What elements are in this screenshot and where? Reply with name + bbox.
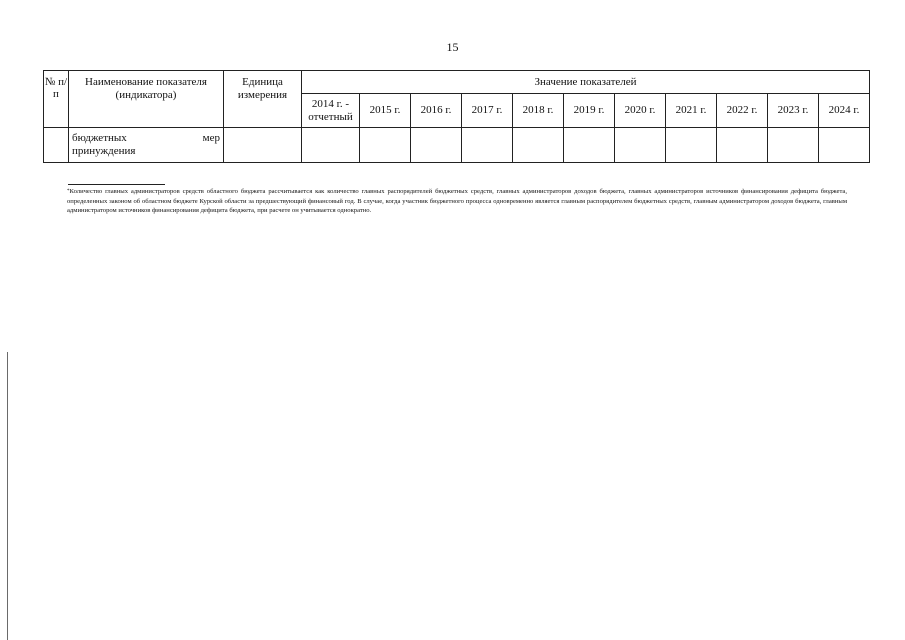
row-value-cell: [564, 128, 615, 163]
row-name-cell: [69, 128, 224, 163]
footnote: [67, 187, 847, 216]
scan-edge-line: [7, 352, 8, 640]
header-name: Наименование показателя (индикатора): [69, 71, 224, 128]
row-value-cell: [768, 128, 819, 163]
page-number: 15: [446, 40, 459, 54]
table-row: [44, 128, 870, 163]
header-year: 2022 г.: [717, 94, 768, 128]
header-year: 2015 г.: [360, 94, 411, 128]
row-value-cell: [666, 128, 717, 163]
row-value-cell: [411, 128, 462, 163]
row-num-cell: [44, 128, 69, 163]
footnote-marker: *: [67, 189, 70, 194]
header-num: № п/п: [44, 71, 69, 128]
row-name-line1: [72, 132, 220, 145]
row-name-word2: мер: [202, 132, 220, 144]
header-year: 2023 г.: [768, 94, 819, 128]
row-value-cell: [717, 128, 768, 163]
row-name-line2: принуждения: [72, 145, 136, 157]
indicator-table: [43, 70, 870, 163]
row-value-cell: [513, 128, 564, 163]
row-value-cell: [360, 128, 411, 163]
row-unit-cell: [224, 128, 302, 163]
header-values-group: Значение показателей: [302, 71, 870, 94]
header-year: 2016 г.: [411, 94, 462, 128]
header-unit: Единица измерения: [224, 71, 302, 128]
footnote-text: Количество главных администраторов средств областного бюджета рассчитывается как количество главных распорядителей бюджетных средств, главных администраторов доходов бюджета, главных администраторов источников финансирования дефицита бюджета, определенных законом об областном бюджете Курской области за предшествующий финансовый год. В случае, когда участник бюджетного процесса одновременно является главным распорядителем бюджетных средств, главным администратором доходов бюджета, главным администратором источников финансирования дефицита бюджета, при расчете он учитывается однократно.: [67, 188, 847, 215]
row-value-cell: [819, 128, 870, 163]
header-year: 2018 г.: [513, 94, 564, 128]
header-year: 2020 г.: [615, 94, 666, 128]
header-year: 2014 г. - отчетный: [302, 94, 360, 128]
row-value-cell: [462, 128, 513, 163]
header-row-top: [44, 71, 870, 94]
header-year: 2019 г.: [564, 94, 615, 128]
header-year: 2024 г.: [819, 94, 870, 128]
header-year: 2021 г.: [666, 94, 717, 128]
footnote-divider: [68, 184, 165, 185]
header-year: 2017 г.: [462, 94, 513, 128]
row-name-word1: бюджетных: [72, 132, 127, 144]
row-value-cell: [615, 128, 666, 163]
row-value-cell: [302, 128, 360, 163]
